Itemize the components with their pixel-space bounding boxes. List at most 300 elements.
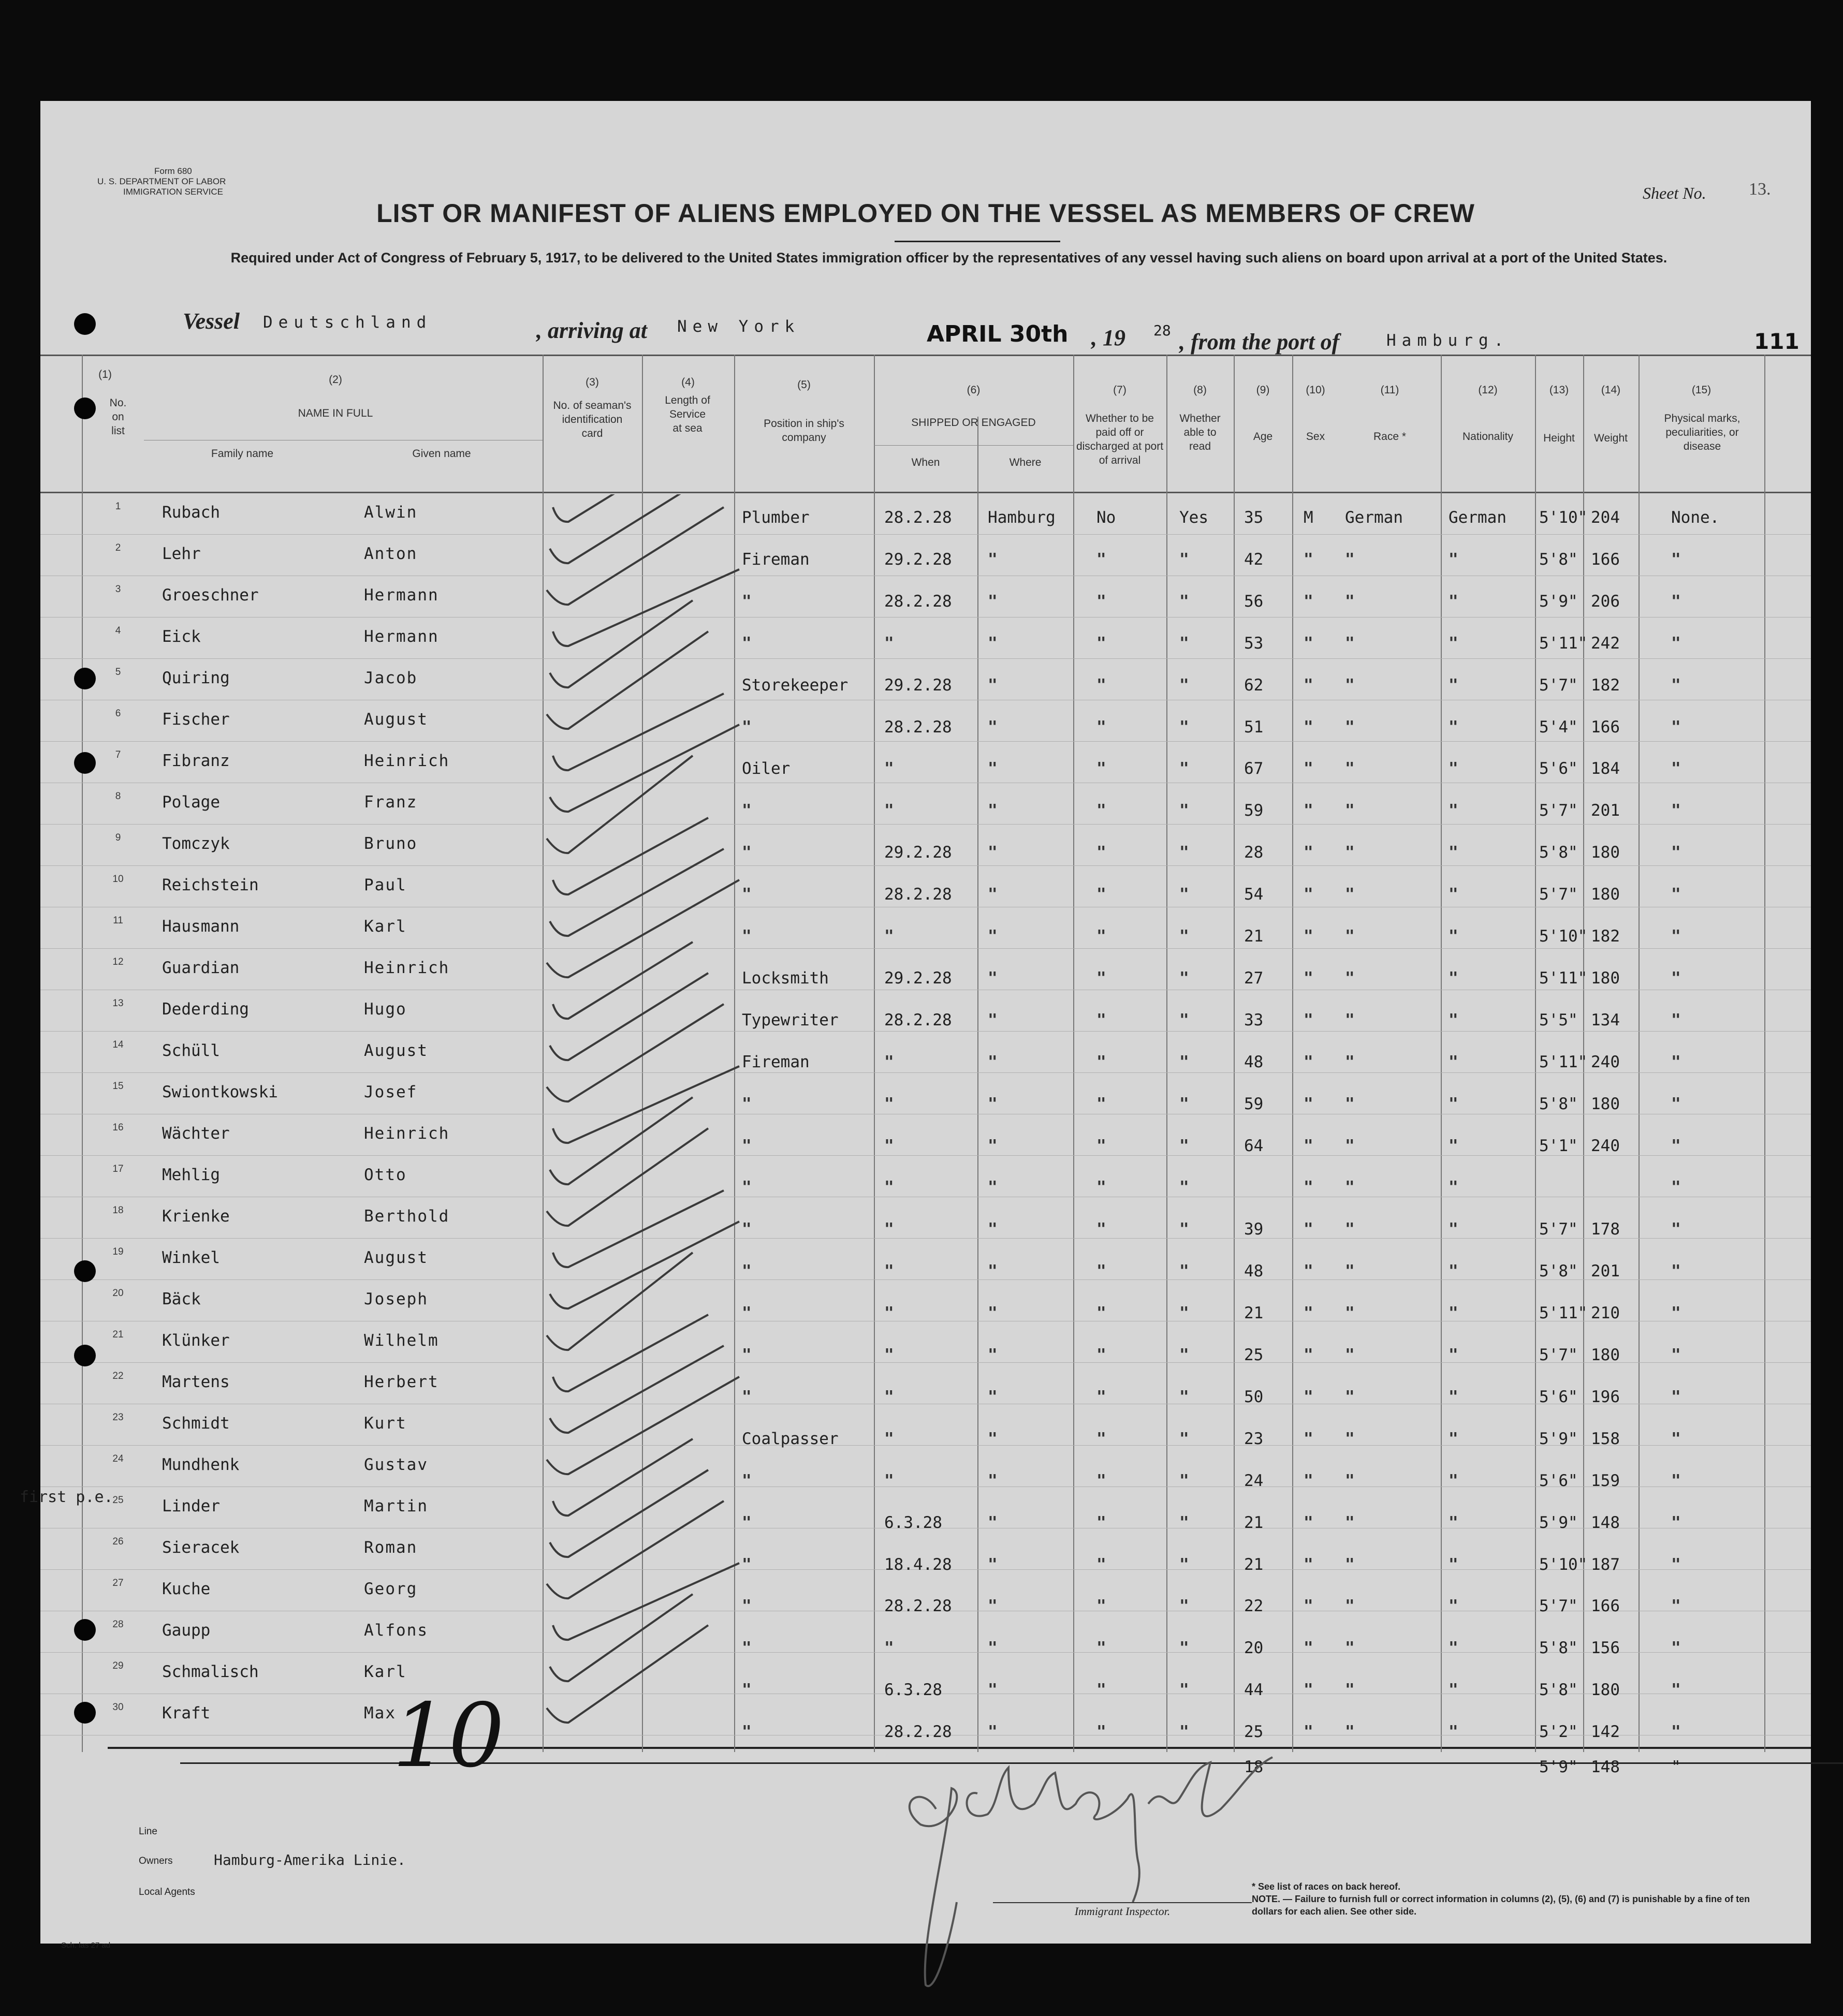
sex: " [1304, 1137, 1313, 1155]
binder-hole [74, 668, 96, 689]
col6-number: (6) [967, 384, 981, 396]
table-row [40, 704, 1811, 745]
arriving-port: New York [677, 317, 800, 336]
race: " [1345, 1513, 1355, 1532]
col2-given-header: Given name [412, 448, 471, 460]
shipped-when: " [884, 1095, 894, 1113]
table-row [40, 538, 1811, 580]
weight: 187 [1591, 1555, 1620, 1574]
race: " [1345, 1555, 1355, 1574]
shipped-when: 28.2.28 [884, 592, 952, 611]
col10-header: Sex [1306, 431, 1325, 443]
col15-header: Physical marks, peculiarities, or disease [1664, 413, 1740, 452]
nationality: " [1449, 718, 1458, 737]
able-to-read: " [1179, 1137, 1189, 1155]
able-to-read: " [1179, 885, 1189, 904]
race: " [1345, 1597, 1355, 1615]
check-mark [550, 1222, 739, 1308]
weight: 201 [1591, 801, 1620, 820]
physical-marks: " [1671, 927, 1681, 946]
inspector-label: Immigrant Inspector. [1074, 1905, 1171, 1918]
nationality: " [1449, 1555, 1458, 1574]
age: 25 [1244, 1346, 1264, 1364]
sex: " [1304, 1513, 1313, 1532]
height: 5'11" [1539, 1053, 1588, 1071]
family-name: Swiontkowski [162, 1083, 278, 1101]
nationality: " [1449, 843, 1458, 862]
physical-marks: " [1671, 634, 1681, 653]
sex: " [1304, 634, 1313, 653]
physical-marks: " [1671, 1053, 1681, 1071]
weight: 196 [1591, 1388, 1620, 1406]
weight: 180 [1591, 885, 1620, 904]
form-subtitle: Required under Act of Congress of February 5, 1917, to be delivered to the United States immigration officer by the representatives of any vessel having such aliens on board upon arrival at a port of the United States. [230, 250, 1668, 266]
height: 5'7" [1539, 1220, 1578, 1239]
shipped-where: " [988, 1137, 998, 1155]
col9-header: Age [1253, 431, 1273, 443]
sex: " [1304, 1304, 1313, 1322]
col7-number: (7) [1113, 384, 1127, 396]
shipped-when: " [884, 1304, 894, 1322]
age: 21 [1244, 1513, 1264, 1532]
shipped-when: 28.2.28 [884, 508, 952, 527]
paid-off: " [1096, 718, 1106, 737]
age: 23 [1244, 1430, 1264, 1448]
physical-marks: " [1671, 1555, 1681, 1574]
physical-marks: " [1671, 1095, 1681, 1113]
height: 5'9" [1539, 1513, 1578, 1532]
able-to-read: " [1179, 1011, 1189, 1029]
shipped-where: " [988, 1053, 998, 1071]
height: 5'10" [1539, 1555, 1588, 1574]
weight: 240 [1591, 1137, 1620, 1155]
title-rule [895, 241, 1060, 242]
col8-header: Whether able to read [1179, 413, 1221, 452]
shipped-where: " [988, 1555, 998, 1574]
table-row [40, 828, 1811, 870]
family-name: Wächter [162, 1124, 230, 1143]
shipped-where: " [988, 1178, 998, 1197]
height: 5'8" [1539, 1639, 1578, 1657]
family-name: Dederding [162, 1000, 249, 1019]
position: " [742, 1095, 752, 1113]
table-row [40, 1408, 1811, 1449]
given-name: Alwin [364, 503, 418, 522]
row-number: 23 [112, 1412, 124, 1423]
shipped-when: " [884, 1262, 894, 1281]
weight: 156 [1591, 1639, 1620, 1657]
owners-label: Owners [139, 1856, 173, 1866]
height: 5'8" [1539, 1262, 1578, 1281]
position: Plumber [742, 508, 810, 527]
shipped-where: " [988, 1262, 998, 1281]
given-name: Paul [364, 876, 407, 894]
table-row [40, 1615, 1811, 1656]
paid-off: " [1096, 969, 1106, 988]
able-to-read: " [1179, 969, 1189, 988]
table-row [40, 1573, 1811, 1615]
shipped-when: " [884, 1388, 894, 1406]
paid-off: " [1096, 1220, 1106, 1239]
col1-header: No. on list [109, 397, 127, 437]
sex: " [1304, 1095, 1313, 1113]
row-number: 26 [112, 1536, 124, 1547]
paid-off: " [1096, 1681, 1106, 1699]
race: " [1345, 1346, 1355, 1364]
family-name: Klünker [162, 1331, 230, 1350]
position: " [742, 1304, 752, 1322]
col10-number: (10) [1306, 384, 1325, 396]
family-name: Kraft [162, 1704, 211, 1723]
sex: " [1304, 1262, 1313, 1281]
race: German [1345, 508, 1403, 527]
row-number: 7 [115, 749, 121, 760]
nationality: German [1449, 508, 1506, 527]
col1-number: (1) [98, 369, 112, 380]
age: 33 [1244, 1011, 1264, 1029]
height: 5'9" [1539, 1758, 1578, 1776]
given-name: Berthold [364, 1207, 450, 1226]
race: " [1345, 1220, 1355, 1239]
position: " [742, 1597, 752, 1615]
age: 50 [1244, 1388, 1264, 1406]
shipped-where: " [988, 801, 998, 820]
row-number: 28 [112, 1619, 124, 1630]
weight: 178 [1591, 1220, 1620, 1239]
race: " [1345, 927, 1355, 946]
from-port-label: , from the port of [1179, 329, 1340, 355]
table-row [40, 870, 1811, 911]
weight: 180 [1591, 1681, 1620, 1699]
physical-marks: " [1671, 801, 1681, 820]
department-label: U. S. DEPARTMENT OF LABOR [97, 176, 226, 186]
sex: " [1304, 843, 1313, 862]
col7-header: Whether to be paid off or discharged at port of arrival [1076, 413, 1164, 466]
physical-marks: " [1671, 1758, 1681, 1776]
physical-marks: " [1671, 1681, 1681, 1699]
physical-marks: None. [1671, 508, 1720, 527]
table-row [40, 745, 1811, 787]
age: 67 [1244, 759, 1264, 778]
shipped-where: Hamburg [988, 508, 1056, 527]
nationality: " [1449, 1346, 1458, 1364]
family-name: Kuche [162, 1580, 211, 1598]
col11-number: (11) [1380, 384, 1399, 396]
arrival-date: APRIL 30th [927, 321, 1069, 347]
family-name: Sieracek [162, 1538, 240, 1557]
shipped-where: " [988, 1220, 998, 1239]
race: " [1345, 1471, 1355, 1490]
table-row [40, 1159, 1811, 1201]
row-number: 17 [112, 1164, 124, 1174]
row-number: 19 [112, 1246, 124, 1257]
age: 48 [1244, 1053, 1264, 1071]
footer-code: Sch. las 27 ad [61, 1941, 111, 1950]
able-to-read: " [1179, 1346, 1189, 1364]
position: Storekeeper [742, 676, 849, 695]
able-to-read: " [1179, 1178, 1189, 1197]
row-number: 11 [113, 915, 123, 926]
physical-marks: " [1671, 1346, 1681, 1364]
paid-off: " [1096, 801, 1106, 820]
able-to-read: " [1179, 1220, 1189, 1239]
check-mark [553, 569, 739, 646]
table-row [40, 1491, 1811, 1532]
position: " [742, 1555, 752, 1574]
margin-note: first p.e. [20, 1488, 113, 1506]
weight: 166 [1591, 1597, 1620, 1615]
race: " [1345, 676, 1355, 695]
row-number: 21 [112, 1329, 124, 1340]
sheet-number-value: 13. [1749, 180, 1771, 199]
nationality: " [1449, 550, 1458, 569]
table-row [40, 1035, 1811, 1077]
table-row [40, 621, 1811, 663]
shipped-where: " [988, 1471, 998, 1490]
physical-marks: " [1671, 1513, 1681, 1532]
sex: " [1304, 759, 1313, 778]
family-name: Eick [162, 627, 201, 646]
race: " [1345, 1178, 1355, 1197]
age: 44 [1244, 1681, 1264, 1699]
check-mark [553, 1315, 708, 1391]
table-row [40, 663, 1811, 704]
line-label: Line [139, 1826, 157, 1837]
position: " [742, 1513, 752, 1532]
race: " [1345, 1053, 1355, 1071]
age: 18 [1244, 1758, 1264, 1776]
row-number: 27 [112, 1578, 124, 1588]
able-to-read: " [1179, 1053, 1189, 1071]
shipped-when: " [884, 1137, 894, 1155]
physical-marks: " [1671, 1723, 1681, 1741]
row-number: 1 [115, 501, 121, 512]
table-row [40, 1325, 1811, 1366]
age: 42 [1244, 550, 1264, 569]
family-name: Winkel [162, 1248, 220, 1267]
nationality: " [1449, 1723, 1458, 1741]
position: Oiler [742, 759, 791, 778]
height: 5'8" [1539, 550, 1578, 569]
given-name: Georg [364, 1580, 418, 1598]
col2-number: (2) [329, 374, 342, 386]
nationality: " [1449, 1430, 1458, 1448]
height: 5'11" [1539, 1304, 1588, 1322]
family-name: Rubach [162, 503, 220, 522]
height: 5'4" [1539, 718, 1578, 737]
col6-header: SHIPPED OR ENGAGED [911, 417, 1036, 429]
race: " [1345, 1095, 1355, 1113]
age: 24 [1244, 1471, 1264, 1490]
weight: 180 [1591, 843, 1620, 862]
physical-marks: " [1671, 1137, 1681, 1155]
family-name: Hausmann [162, 917, 240, 936]
table-row [40, 1242, 1811, 1284]
race: " [1345, 1011, 1355, 1029]
nationality: " [1449, 885, 1458, 904]
nationality: " [1449, 1178, 1458, 1197]
sex: " [1304, 1220, 1313, 1239]
race: " [1345, 801, 1355, 820]
shipped-where: " [988, 634, 998, 653]
shipped-when: " [884, 927, 894, 946]
height: 5'7" [1539, 1597, 1578, 1615]
race-note: * See list of races on back hereof. [1252, 1881, 1401, 1892]
row-number: 18 [112, 1205, 124, 1216]
check-mark [553, 1563, 739, 1640]
check-mark [553, 1066, 739, 1143]
weight: 201 [1591, 1262, 1620, 1281]
check-mark [553, 694, 724, 770]
binder-hole [74, 752, 96, 774]
check-mark [550, 494, 708, 563]
age: 48 [1244, 1262, 1264, 1281]
given-name: Kurt [364, 1414, 407, 1433]
family-name: Bäck [162, 1290, 201, 1308]
nationality: " [1449, 676, 1458, 695]
physical-marks: " [1671, 1178, 1681, 1197]
shipped-when: 6.3.28 [884, 1681, 942, 1699]
shipped-where: " [988, 1681, 998, 1699]
sex: " [1304, 1430, 1313, 1448]
able-to-read: " [1179, 1723, 1189, 1741]
position: " [742, 1681, 752, 1699]
col13-header: Height [1543, 432, 1575, 444]
physical-marks: " [1671, 1639, 1681, 1657]
age: 21 [1244, 927, 1264, 946]
shipped-when: " [884, 1430, 894, 1448]
sex: " [1304, 1723, 1313, 1741]
family-name: Krienke [162, 1207, 230, 1226]
able-to-read: " [1179, 550, 1189, 569]
shipped-when: " [884, 1220, 894, 1239]
given-name: Karl [364, 917, 407, 936]
family-name: Mehlig [162, 1166, 220, 1184]
binder-hole [74, 1260, 96, 1282]
given-name: Josef [364, 1083, 418, 1101]
shipped-where: " [988, 969, 998, 988]
header-bottom-rule [40, 492, 1811, 493]
col5-header: Position in ship's company [764, 418, 844, 444]
age: 64 [1244, 1137, 1264, 1155]
paid-off: " [1096, 1723, 1106, 1741]
row-number: 25 [112, 1495, 124, 1506]
physical-marks: " [1671, 718, 1681, 737]
family-name: Polage [162, 793, 220, 812]
given-name: Max [364, 1704, 396, 1723]
paid-off: " [1096, 550, 1106, 569]
weight: 134 [1591, 1011, 1620, 1029]
paid-off: " [1096, 1053, 1106, 1071]
age: 39 [1244, 1220, 1264, 1239]
family-name: Linder [162, 1497, 220, 1515]
able-to-read: " [1179, 1388, 1189, 1406]
position: " [742, 1639, 752, 1657]
penalty-note: NOTE. — Failure to furnish full or correct information in columns (2), (5), (6) and (7) is punishable by a fine of ten dollars for each alien. See other side. [1252, 1894, 1750, 1917]
physical-marks: " [1671, 1304, 1681, 1322]
age: 28 [1244, 843, 1264, 862]
position: " [742, 1262, 752, 1281]
nationality: " [1449, 1681, 1458, 1699]
given-name: Franz [364, 793, 418, 812]
shipped-where: " [988, 592, 998, 611]
height: 5'6" [1539, 759, 1578, 778]
form-number: Form 680 [154, 166, 192, 176]
col4-header: Length of Service at sea [665, 394, 710, 434]
sex: " [1304, 1053, 1313, 1071]
family-name: Schmidt [162, 1414, 230, 1433]
position: Typewriter [742, 1011, 839, 1029]
manifest-sheet [20, 101, 1811, 1950]
position: Fireman [742, 1053, 810, 1071]
position: " [742, 634, 752, 653]
col14-number: (14) [1601, 384, 1621, 396]
given-name: Martin [364, 1497, 428, 1515]
age: 21 [1244, 1304, 1264, 1322]
sex: " [1304, 1639, 1313, 1657]
able-to-read: Yes [1179, 508, 1208, 527]
age: 54 [1244, 885, 1264, 904]
shipped-where: " [988, 1095, 998, 1113]
row-number: 22 [112, 1371, 124, 1381]
height: 5'11" [1539, 969, 1588, 988]
race: " [1345, 1681, 1355, 1699]
row-number: 29 [112, 1660, 124, 1671]
vessel-label: Vessel [183, 308, 240, 334]
shipped-when: " [884, 634, 894, 653]
paid-off: " [1096, 1597, 1106, 1615]
shipped-when: " [884, 1053, 894, 1071]
col11-header: Race * [1373, 431, 1407, 443]
nationality: " [1449, 1304, 1458, 1322]
check-mark [550, 1346, 724, 1433]
paid-off: " [1096, 1555, 1106, 1574]
position: " [742, 843, 752, 862]
row-number: 4 [115, 625, 121, 636]
col13-number: (13) [1549, 384, 1569, 396]
col14-header: Weight [1594, 432, 1628, 444]
shipped-where: " [988, 1346, 998, 1364]
height: 5'11" [1539, 634, 1588, 653]
nationality: " [1449, 801, 1458, 820]
able-to-read: " [1179, 1262, 1189, 1281]
able-to-read: " [1179, 1681, 1189, 1699]
position: " [742, 718, 752, 737]
sex: " [1304, 1555, 1313, 1574]
weight: 158 [1591, 1430, 1620, 1448]
weight: 206 [1591, 592, 1620, 611]
height: 5'6" [1539, 1471, 1578, 1490]
physical-marks: " [1671, 1471, 1681, 1490]
nationality: " [1449, 1095, 1458, 1113]
race: " [1345, 718, 1355, 737]
height: 5'7" [1539, 801, 1578, 820]
given-name: Otto [364, 1166, 407, 1184]
sex: " [1304, 592, 1313, 611]
shipped-when: 29.2.28 [884, 550, 952, 569]
service-label: IMMIGRATION SERVICE [123, 187, 224, 197]
paid-off: No [1096, 508, 1116, 527]
table-row [40, 1532, 1811, 1573]
sex: M [1304, 508, 1313, 527]
weight: 210 [1591, 1304, 1620, 1322]
able-to-read: " [1179, 1430, 1189, 1448]
physical-marks: " [1671, 1430, 1681, 1448]
race: " [1345, 1430, 1355, 1448]
position: Fireman [742, 550, 810, 569]
height: 5'9" [1539, 1430, 1578, 1448]
race: " [1345, 1639, 1355, 1657]
